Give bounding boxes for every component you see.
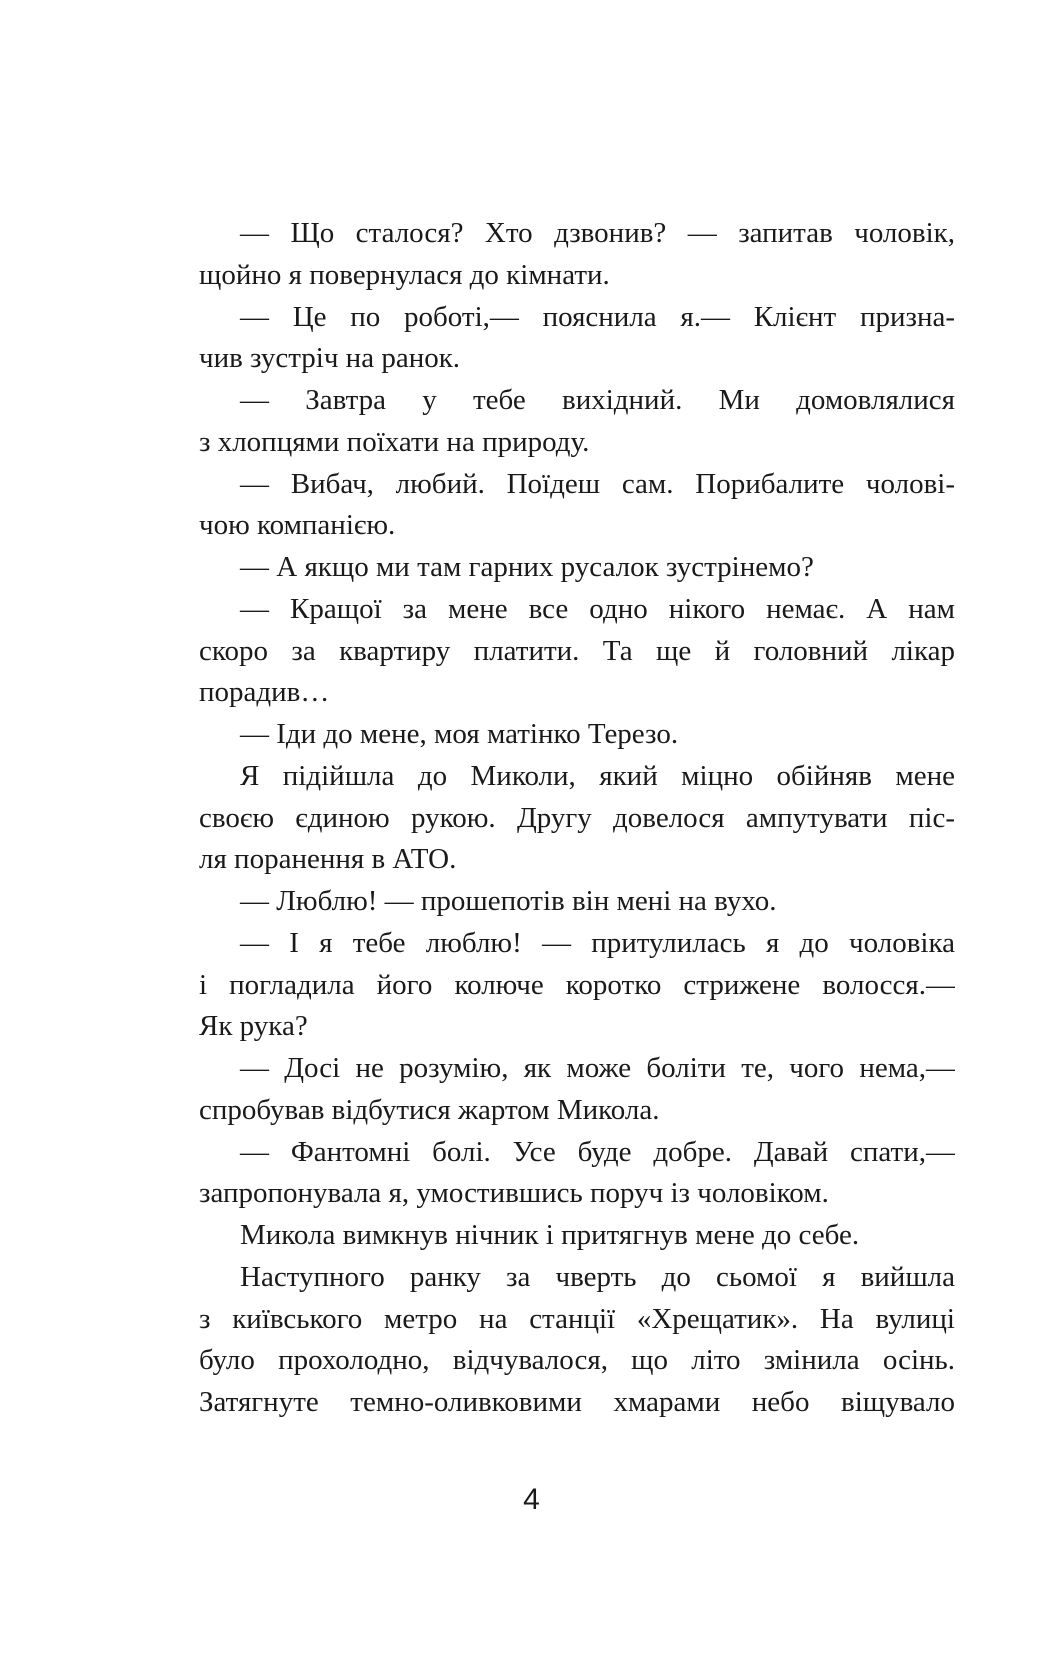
text-line: — Завтра у тебе вихідний. Ми домовлялися — [240, 384, 955, 416]
text-line: і погладила його колюче коротко стрижене волосся.— — [199, 968, 955, 1001]
text-line: — Вибач, любий. Поїдеш сам. Порибалите чолові- — [240, 467, 955, 500]
text-line: — І я тебе люблю! — притулилась я до чоловіка — [240, 926, 955, 959]
text-line: — Іди до мене, моя матінко Терезо. — [240, 718, 679, 750]
text-line: порадив… — [199, 676, 330, 709]
text-line: чив зустріч на ранок. — [199, 342, 461, 375]
text-line: спробував відбутися жартом Микола. — [199, 1093, 660, 1126]
text-line: Микола вимкнув нічник і притягнув мене до себе. — [240, 1219, 860, 1251]
text-line: Я підійшла до Миколи, який міцно обійняв мене — [240, 759, 955, 792]
text-line: — Люблю! — прошепотів він мені на вухо. — [240, 885, 777, 917]
text-line: скоро за квартиру платити. Та ще й головний лікар — [199, 634, 955, 667]
text-line: ля поранення в АТО. — [199, 843, 457, 876]
text-line: запропонувала я, умостившись поруч із чоловіком. — [199, 1177, 829, 1210]
text-line: з київського метро на станції «Хрещатик». На вулиці — [199, 1302, 955, 1335]
text-line: — Що сталося? Хто дзвонив? — запитав чоловік, — [240, 217, 955, 249]
text-line: — Кращої за мене все одно нікого немає. А нам — [240, 592, 955, 625]
body-text — [199, 213, 955, 1424]
text-line: — Це по роботі,— пояснила я.— Клієнт призна- — [240, 300, 955, 333]
text-line: було прохолодно, відчувалося, що літо змінила осінь. — [199, 1344, 955, 1377]
text-line: Затягнуте темно-оливковими хмарами небо віщувало — [199, 1386, 955, 1418]
text-line: щойно я повернулася до кімнати. — [199, 258, 610, 291]
text-line: Як рука? — [199, 1010, 308, 1043]
text-line: з хлопцями поїхати на природу. — [199, 425, 590, 458]
text-line: чою компанією. — [199, 509, 396, 542]
text-line: — Досі не розумію, як може боліти те, чого нема,— — [240, 1052, 955, 1084]
text-line: — Фантомні болі. Усе буде добре. Давай спати,— — [240, 1135, 955, 1168]
text-line: своєю єдиною рукою. Другу довелося ампутувати піс- — [199, 801, 955, 834]
text-line: Наступного ранку за чверть до сьомої я вийшла — [240, 1260, 955, 1293]
page-number: 4 — [523, 1483, 540, 1516]
text-line: — А якщо ми там гарних русалок зустрінемо? — [240, 551, 814, 583]
